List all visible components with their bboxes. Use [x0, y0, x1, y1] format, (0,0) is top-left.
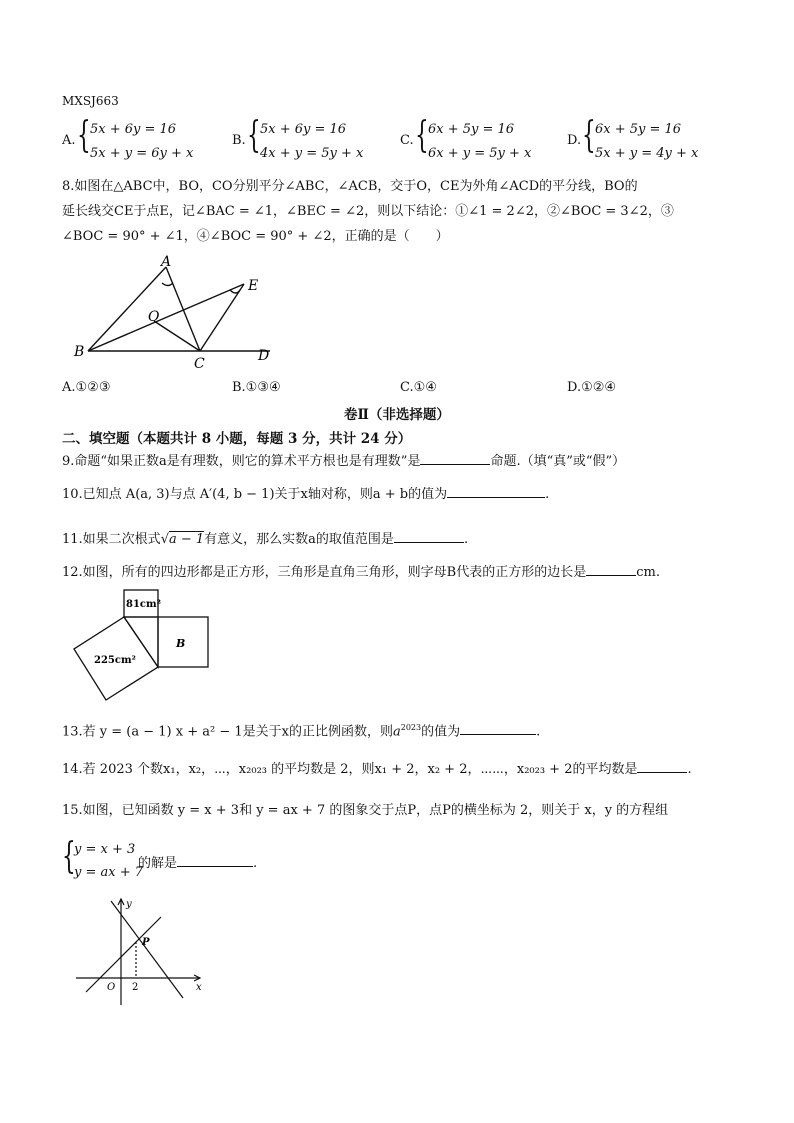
q15-point-p-label: P: [142, 937, 150, 948]
q11-text: 11.如果二次根式: [62, 532, 161, 547]
q13-text: 13.若 y = (a − 1) x + a² − 1是关于x的正比例函数，则: [62, 724, 393, 740]
q8-label-c: C: [194, 356, 205, 372]
q14-text-after: .: [687, 762, 692, 777]
q12-label-81: 81cm²: [126, 599, 161, 610]
q13-answer-blank[interactable]: [460, 722, 536, 735]
q12-answer-blank[interactable]: [586, 563, 636, 576]
q9-answer-blank[interactable]: [420, 452, 490, 465]
q13-power-base: a: [392, 724, 401, 740]
q7-option-b-letter[interactable]: B.: [232, 133, 246, 148]
q15-origin-label: O: [107, 982, 116, 993]
q7-option-c-row2: 6x + y = 5y + x: [428, 146, 532, 161]
q8-label-e: E: [248, 278, 259, 294]
q15-answer: [138, 854, 257, 873]
q13-text-after-power: 的值为: [421, 724, 461, 740]
q8-option-b[interactable]: B.①③④: [232, 380, 281, 395]
q8-line1: 8.如图在△ABC中，BO，CO分别平分∠ABC，∠ACB，交于O，CE为外角∠ACD的平分线，BO的: [62, 179, 638, 194]
q12: [62, 563, 660, 582]
q8-triangle-figure: [62, 250, 292, 375]
q10-answer-blank[interactable]: [447, 485, 545, 498]
q12-label-225: 225cm²: [94, 655, 136, 666]
q15-line1: 15.如图，已知函数 y = x + 3和 y = ax + 7 的图象交于点P，点P的横坐标为 2，则关于 x，y 的方程组: [62, 803, 669, 818]
q9: [62, 452, 625, 471]
q12-squares-figure: [70, 585, 215, 705]
sqrt-radical: [161, 531, 204, 549]
q8-option-a[interactable]: A.①②③: [62, 380, 111, 395]
q10-text: 10.已知点 A(a, 3)与点 A′(4, b − 1)关于x轴对称，则a + b的值为: [62, 487, 448, 502]
q12-unit: cm.: [636, 565, 660, 580]
q11-radicand: a − 1: [168, 532, 205, 547]
q7-option-d-row1: 6x + 5y = 16: [595, 122, 682, 137]
q15-end: .: [253, 856, 258, 871]
q7-option-d-letter[interactable]: D.: [567, 133, 582, 148]
q11-answer-blank[interactable]: [394, 530, 464, 543]
q7-option-b-row2: 4x + y = 5y + x: [260, 146, 364, 161]
q15-answer-blank[interactable]: [177, 854, 253, 867]
q7-option-c-row1: 6x + 5y = 16: [428, 122, 515, 137]
q7-option-a-row2: 5x + y = 6y + x: [90, 146, 194, 161]
q10-text-after: .: [545, 487, 550, 502]
q14-answer-blank[interactable]: [637, 760, 687, 773]
q9-text-after: 命题.（填“真”或“假”）: [490, 454, 626, 469]
q10: [62, 485, 549, 504]
q12-text: 12.如图，所有的四边形都是正方形，三角形是直角三角形，则字母B代表的正方形的边长是: [62, 565, 587, 580]
q13: [62, 719, 540, 741]
q11-text-after: .: [463, 532, 469, 547]
q15-sys-row1: y = x + 3: [74, 842, 136, 857]
q8-option-c[interactable]: C.①④: [400, 380, 437, 395]
q7-option-d-row2: 5x + y = 4y + x: [595, 146, 699, 161]
q15-graph-figure: [70, 895, 210, 1010]
q8-label-d: D: [258, 348, 270, 364]
q14: [62, 760, 692, 779]
sqrt-icon: √: [160, 532, 169, 547]
q7-option-a-letter[interactable]: A.: [62, 133, 76, 148]
q7-option-a-row1: 5x + 6y = 16: [90, 122, 177, 137]
q15-tick-2-label: 2: [132, 982, 139, 993]
q13-power-exp: 2023: [400, 723, 422, 732]
brace-icon: {: [77, 115, 91, 156]
volume-title: 卷Ⅱ（非选择题）: [344, 407, 450, 423]
q8-label-b: B: [74, 344, 85, 360]
q15-after-sys: 的解是: [138, 856, 178, 871]
q7-option-b-row1: 5x + 6y = 16: [260, 122, 347, 137]
brace-icon: {: [582, 115, 596, 156]
q8-line3: ∠BOC = 90° + ∠1，④∠BOC = 90° + ∠2，正确的是（ ）: [62, 229, 449, 244]
q7-option-c-letter[interactable]: C.: [400, 133, 414, 148]
header-code: MXSJ663: [62, 94, 119, 108]
q15-axis-x-label: x: [196, 982, 202, 993]
q13-text-after: .: [536, 724, 541, 740]
q14-text: 14.若 2023 个数x₁，x₂，⋯，x₂₀₂₃ 的平均数是 2，则x₁ + 2，x₂ + 2，⋯⋯，x₂₀₂₃ + 2的平均数是: [62, 762, 638, 777]
q8-option-d[interactable]: D.①②④: [567, 380, 617, 395]
q9-text: 9.命题“如果正数a是有理数，则它的算术平方根也是有理数”是: [62, 454, 421, 469]
q15-axis-y-label: y: [126, 899, 132, 910]
q12-label-b: B: [176, 637, 186, 650]
q11: [62, 530, 468, 549]
q8-line2: 延长线交CE于点E，记∠BAC = ∠1，∠BEC = ∠2，则以下结论：①∠1 = 2∠2，②∠BOC = 3∠2，③: [62, 204, 674, 219]
q8-label-o: O: [148, 309, 160, 325]
section2-title: 二、填空题（本题共计 8 小题，每题 3 分，共计 24 分）: [62, 431, 412, 447]
q8-label-a: A: [161, 254, 172, 270]
brace-icon: {: [247, 115, 261, 156]
brace-icon: {: [415, 115, 429, 156]
q11-text-middle: 有意义，那么实数a的取值范围是: [204, 532, 394, 547]
brace-icon: {: [62, 836, 76, 877]
q15-sys-row2: y = ax + 7: [74, 865, 144, 880]
